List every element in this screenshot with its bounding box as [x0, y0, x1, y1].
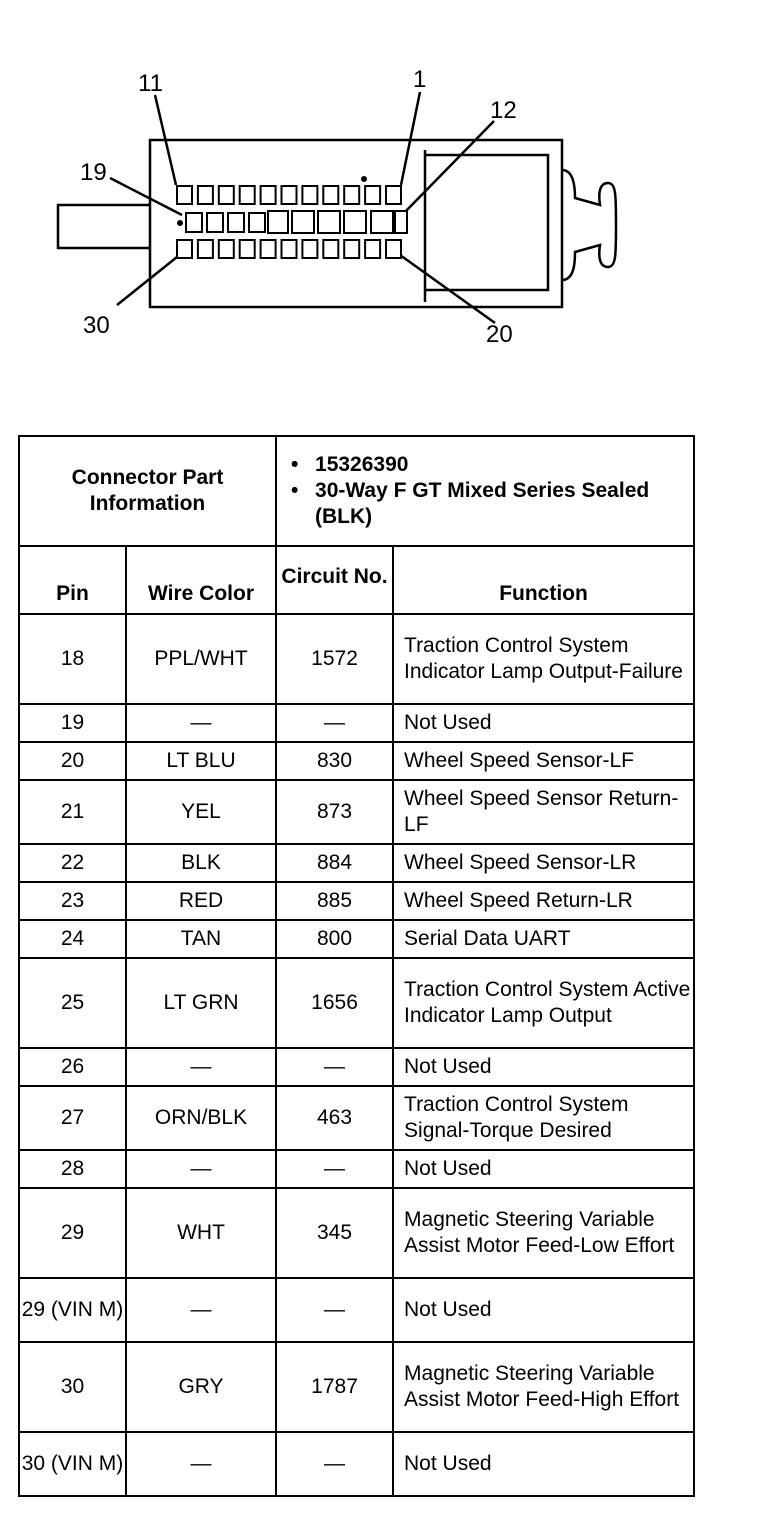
pin-cavity: [261, 240, 276, 258]
table-row: [19, 882, 694, 920]
function-cell: Serial Data UART: [393, 920, 694, 958]
pin-cavity: [344, 186, 359, 204]
pin-cavity: [198, 186, 213, 204]
circuit-cell: —: [276, 1150, 393, 1188]
header-pin: Pin: [19, 546, 126, 614]
pin-cavity: [249, 213, 265, 232]
table-row: [19, 1150, 694, 1188]
pin-label-19: 19: [80, 159, 107, 186]
wire-color-cell: BLK: [126, 844, 276, 882]
pin-cavity: [292, 211, 314, 233]
pin-cell: 25: [19, 958, 126, 1048]
pin-cell: 29 (VIN M): [19, 1278, 126, 1342]
connector-left-tab: [58, 205, 150, 248]
table-row: [19, 1432, 694, 1496]
pin-label-1: 1: [413, 66, 427, 93]
function-cell: Traction Control System Indicator Lamp Output-Failure: [393, 614, 694, 704]
leader-line-19: [110, 178, 182, 215]
table-row: [19, 1278, 694, 1342]
table-row: [19, 780, 694, 844]
pin-cavity: [207, 213, 223, 232]
connector-pin-table: [18, 435, 695, 1497]
pin-cavity: [323, 186, 338, 204]
pin-cell: 19: [19, 704, 126, 742]
pin-cavity: [219, 240, 234, 258]
pin-cell: 20: [19, 742, 126, 780]
connector-info-row: [19, 436, 694, 546]
function-cell: Not Used: [393, 704, 694, 742]
circuit-cell: —: [276, 1278, 393, 1342]
leader-line-12: [405, 121, 494, 212]
wire-color-cell: LT BLU: [126, 742, 276, 780]
pin-cavity: [386, 186, 401, 204]
pin-label-20: 20: [486, 321, 513, 348]
function-cell: Wheel Speed Sensor-LR: [393, 844, 694, 882]
wire-color-cell: —: [126, 1048, 276, 1086]
wire-color-cell: YEL: [126, 780, 276, 844]
connector-right-latch: [562, 170, 616, 280]
connector-diagram: [0, 0, 768, 400]
pin-cell: 23: [19, 882, 126, 920]
pin-cavity: [228, 213, 244, 232]
wire-color-cell: PPL/WHT: [126, 614, 276, 704]
circuit-cell: 885: [276, 882, 393, 920]
header-circuit-no: Circuit No.: [276, 546, 393, 614]
pin-cavity: [268, 211, 288, 233]
wire-color-cell: —: [126, 1278, 276, 1342]
table-row: [19, 958, 694, 1048]
circuit-cell: 345: [276, 1188, 393, 1278]
pin-cavity: [186, 213, 202, 232]
pin-cavity: [302, 186, 317, 204]
table-row: [19, 1086, 694, 1150]
table-row: [19, 742, 694, 780]
function-cell: Wheel Speed Sensor-LF: [393, 742, 694, 780]
function-cell: Wheel Speed Sensor Return-LF: [393, 780, 694, 844]
circuit-cell: 830: [276, 742, 393, 780]
wire-color-cell: GRY: [126, 1342, 276, 1432]
pin-cell: 22: [19, 844, 126, 882]
wire-color-cell: TAN: [126, 920, 276, 958]
connector-info-details: [276, 436, 694, 546]
pin-cell: 30 (VIN M): [19, 1432, 126, 1496]
pin-cell: 28: [19, 1150, 126, 1188]
wire-color-cell: WHT: [126, 1188, 276, 1278]
pin-cavities: [177, 186, 407, 258]
circuit-cell: 800: [276, 920, 393, 958]
pin-cell: 29: [19, 1188, 126, 1278]
circuit-cell: —: [276, 1432, 393, 1496]
pin-cell: 27: [19, 1086, 126, 1150]
wire-color-cell: ORN/BLK: [126, 1086, 276, 1150]
table-row: [19, 704, 694, 742]
pin-label-30: 30: [83, 312, 110, 339]
function-cell: Magnetic Steering Variable Assist Motor Feed-Low Effort: [393, 1188, 694, 1278]
table-row: [19, 614, 694, 704]
connector-description: 30-Way F GT Mixed Series Sealed (BLK): [315, 479, 650, 528]
function-cell: Wheel Speed Return-LR: [393, 882, 694, 920]
pin-cell: 24: [19, 920, 126, 958]
pin-cavity: [344, 240, 359, 258]
pin-cavity: [261, 186, 276, 204]
pin-cavity: [302, 240, 317, 258]
pin-cavity: [386, 240, 401, 258]
header-function: Function: [393, 546, 694, 614]
function-cell: Not Used: [393, 1150, 694, 1188]
bullet-icon: •: [291, 479, 299, 502]
table-row: [19, 844, 694, 882]
circuit-cell: 463: [276, 1086, 393, 1150]
pin-cavity: [198, 240, 213, 258]
pin-cavity: [240, 240, 255, 258]
circuit-cell: 884: [276, 844, 393, 882]
circuit-cell: 1572: [276, 614, 393, 704]
function-cell: Not Used: [393, 1278, 694, 1342]
circuit-cell: 1656: [276, 958, 393, 1048]
pin-cavity: [282, 186, 297, 204]
pin-cavity: [323, 240, 338, 258]
wire-color-cell: —: [126, 1150, 276, 1188]
bullet-icon: •: [291, 453, 299, 476]
wire-color-cell: —: [126, 1432, 276, 1496]
connector-info-label: Connector Part Information: [19, 436, 276, 546]
pin-cavity: [177, 186, 192, 204]
table-header-row: [19, 546, 694, 614]
wire-color-cell: —: [126, 704, 276, 742]
circuit-cell: 1787: [276, 1342, 393, 1432]
pin-cavity: [219, 186, 234, 204]
pin-cavity: [282, 240, 297, 258]
pin-cavity: [177, 240, 192, 258]
function-cell: Traction Control System Signal-Torque Desired: [393, 1086, 694, 1150]
pin-label-12: 12: [490, 97, 517, 124]
pin-cavity: [344, 211, 366, 233]
wire-color-cell: LT GRN: [126, 958, 276, 1048]
function-cell: Not Used: [393, 1432, 694, 1496]
pin-cell: 18: [19, 614, 126, 704]
pin-cavity: [371, 211, 393, 233]
circuit-cell: 873: [276, 780, 393, 844]
header-wire-color: Wire Color: [126, 546, 276, 614]
leader-line-1: [401, 92, 420, 185]
circuit-cell: —: [276, 704, 393, 742]
circuit-cell: —: [276, 1048, 393, 1086]
info-item: [291, 478, 693, 530]
table-row: [19, 1048, 694, 1086]
pin-cavity: [365, 240, 380, 258]
pin-cavity: [240, 186, 255, 204]
pin-cell: 21: [19, 780, 126, 844]
function-cell: Magnetic Steering Variable Assist Motor Feed-High Effort: [393, 1342, 694, 1432]
function-cell: Not Used: [393, 1048, 694, 1086]
function-cell: Traction Control System Active Indicator Lamp Output: [393, 958, 694, 1048]
pin-cavity: [395, 211, 407, 233]
pin-cavity: [318, 211, 340, 233]
polarization-dot: [361, 176, 367, 182]
pin-cavity: [365, 186, 380, 204]
table-row: [19, 1342, 694, 1432]
info-item: [291, 452, 693, 478]
table-row: [19, 920, 694, 958]
pin-label-11: 11: [138, 70, 163, 97]
part-number: 15326390: [315, 453, 409, 476]
pin-cell: 30: [19, 1342, 126, 1432]
table-row: [19, 1188, 694, 1278]
wire-color-cell: RED: [126, 882, 276, 920]
polarization-dot: [177, 220, 183, 226]
pin-cell: 26: [19, 1048, 126, 1086]
